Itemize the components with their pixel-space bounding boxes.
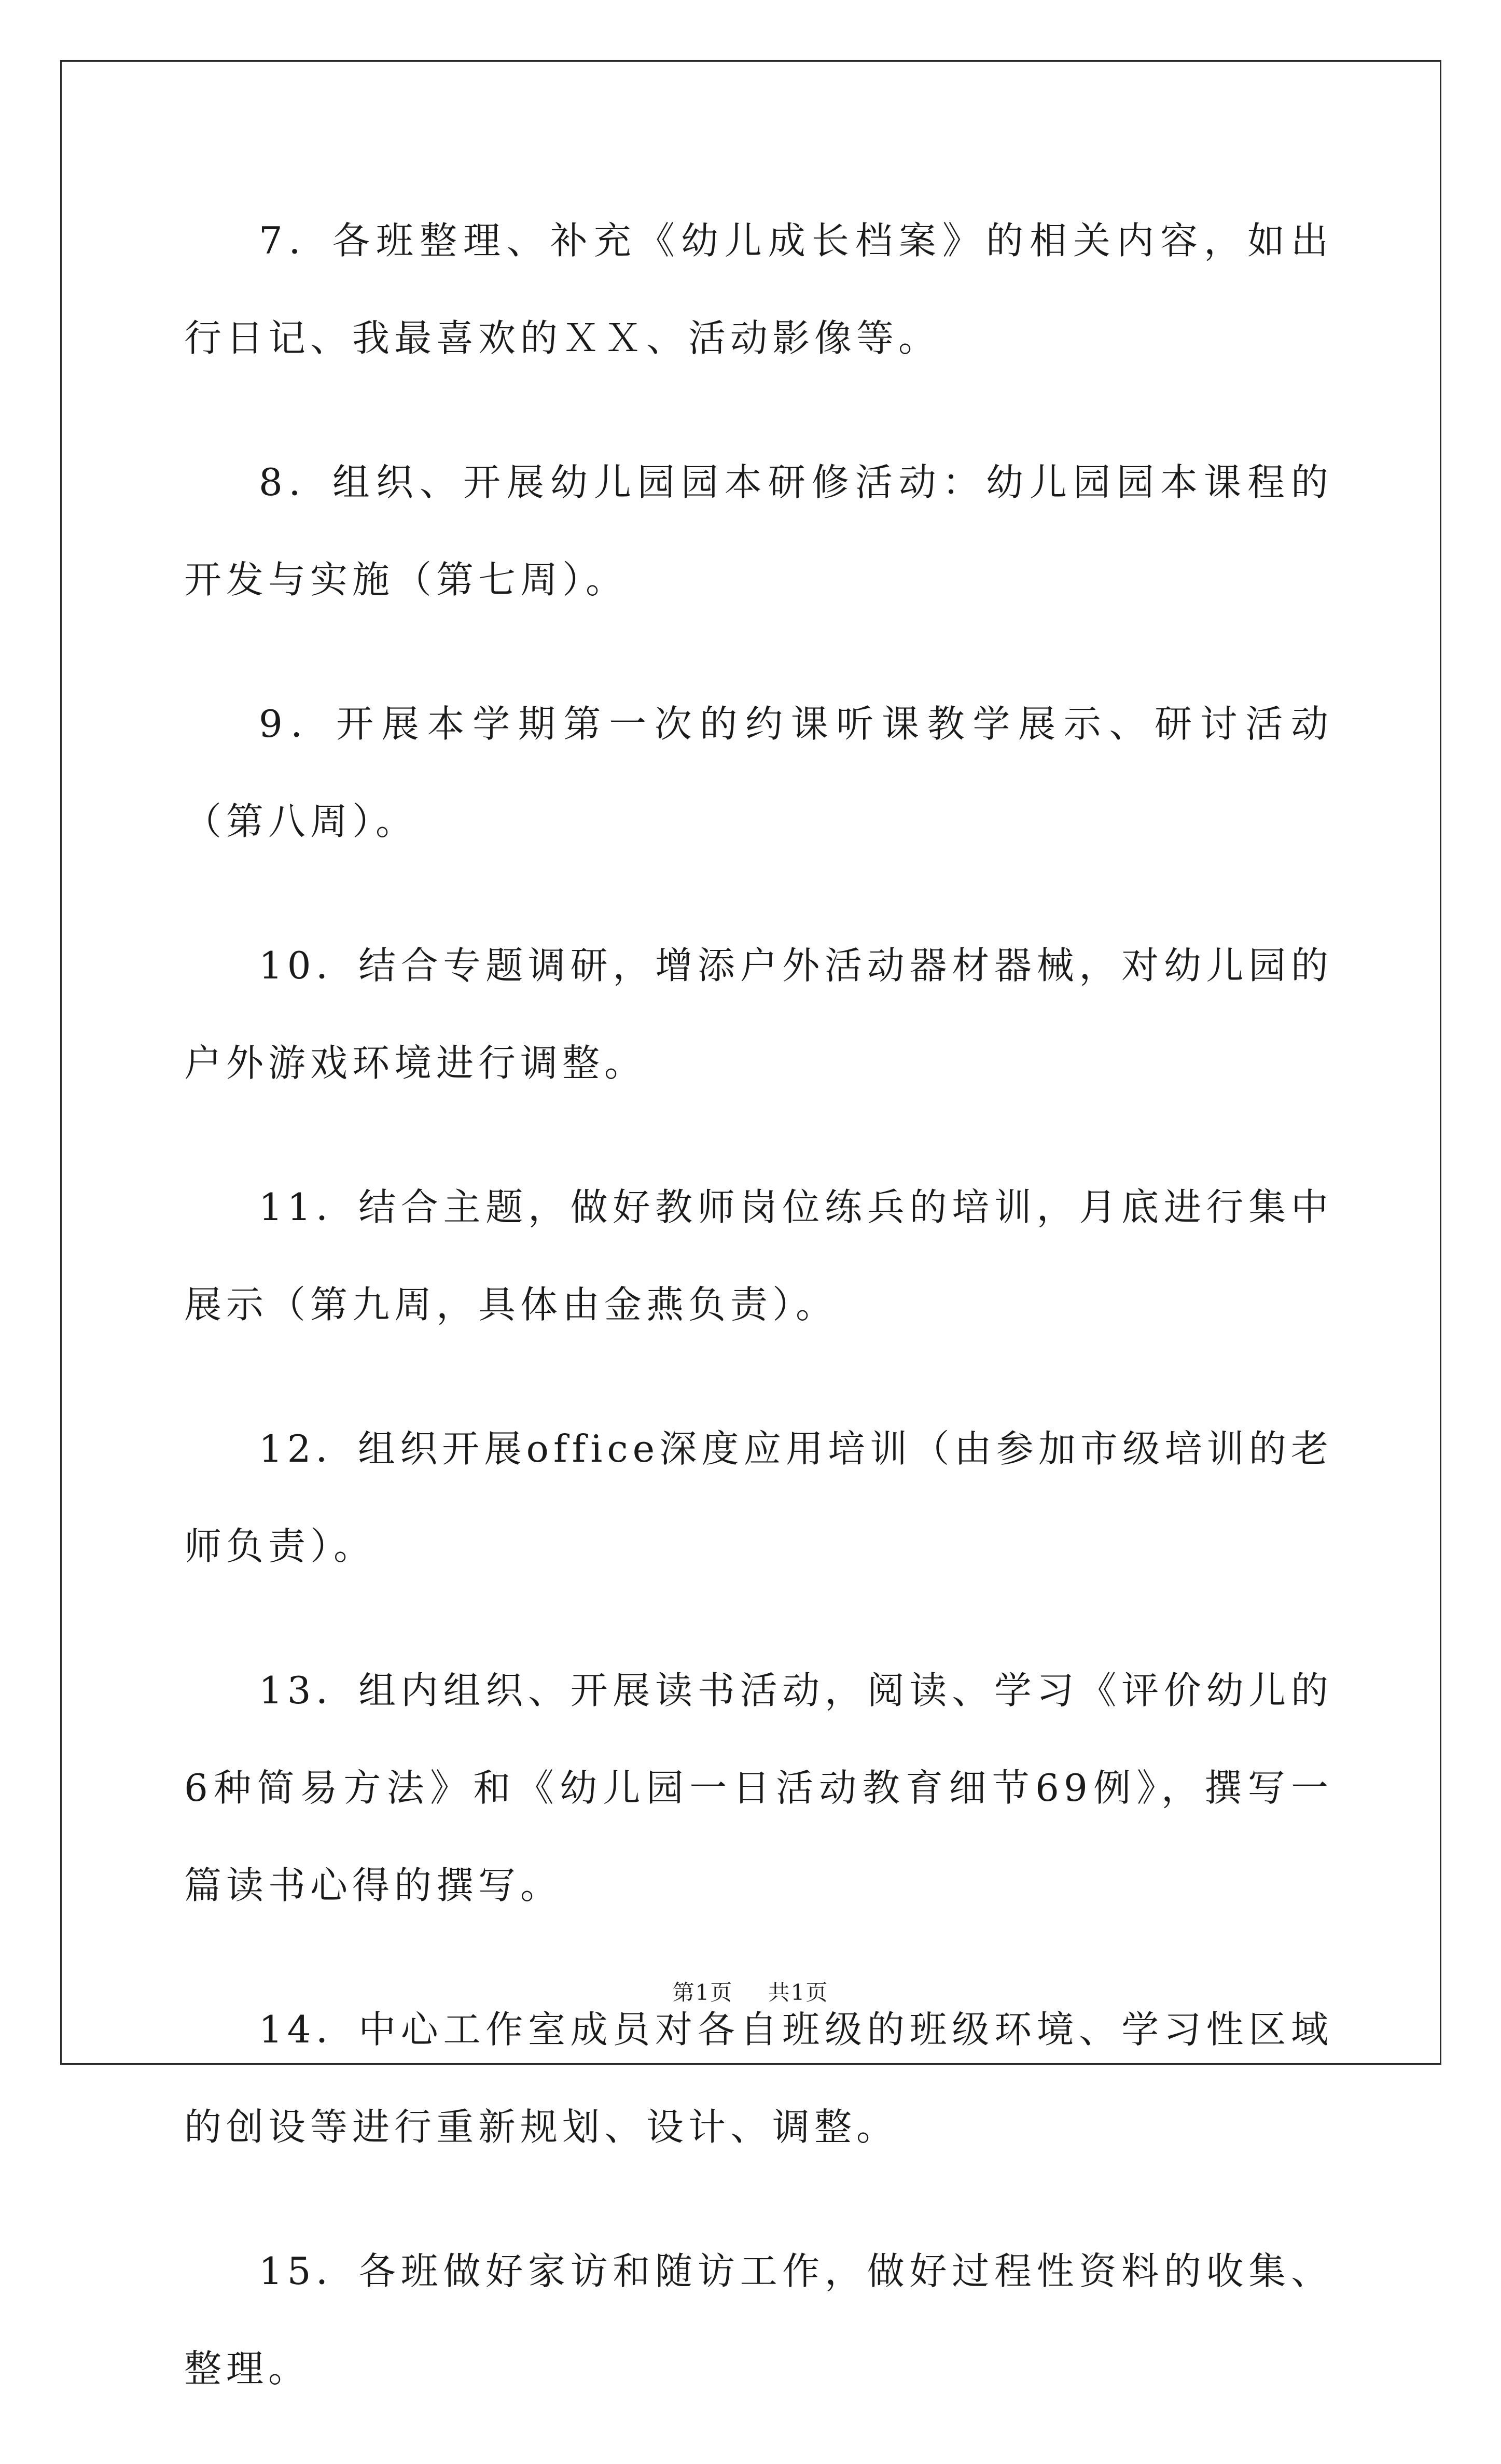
paragraph-item-13: 13．组内组织、开展读书活动，阅读、学习《评价幼儿的6种简易方法》和《幼儿园一日活动教育细节69例》，撰写一篇读书心得的撰写。 (184, 1669, 1333, 1907)
page-footer (0, 1976, 1501, 2007)
paragraph-item-10: 10．结合专题调研，增添户外活动器材器械，对幼儿园的户外游戏环境进行调整。 (184, 944, 1333, 1085)
document-body (184, 192, 1333, 2464)
paragraph-item-14: 14．中心工作室成员对各自班级的班级环境、学习性区域的创设等进行重新规划、设计、调整。 (184, 2008, 1333, 2149)
paragraph-item-8: 8．组织、开展幼儿园园本研修活动：幼儿园园本课程的开发与实施（第七周）。 (184, 460, 1333, 601)
page-number-total: 共1页 (768, 1980, 829, 2005)
page-number-current: 第1页 (672, 1980, 733, 2005)
paragraph-item-12: 12．组织开展office深度应用培训（由参加市级培训的老师负责）。 (184, 1427, 1333, 1568)
paragraph-item-15: 15．各班做好家访和随访工作，做好过程性资料的收集、整理。 (184, 2249, 1333, 2390)
paragraph-item-9: 9．开展本学期第一次的约课听课教学展示、研讨活动（第八周）。 (184, 702, 1333, 843)
paragraph-item-7: 7．各班整理、补充《幼儿成长档案》的相关内容，如出行日记、我最喜欢的ＸＸ、活动影像等。 (184, 219, 1333, 360)
paragraph-item-11: 11．结合主题，做好教师岗位练兵的培训，月底进行集中展示（第九周，具体由金燕负责）。 (184, 1185, 1333, 1326)
